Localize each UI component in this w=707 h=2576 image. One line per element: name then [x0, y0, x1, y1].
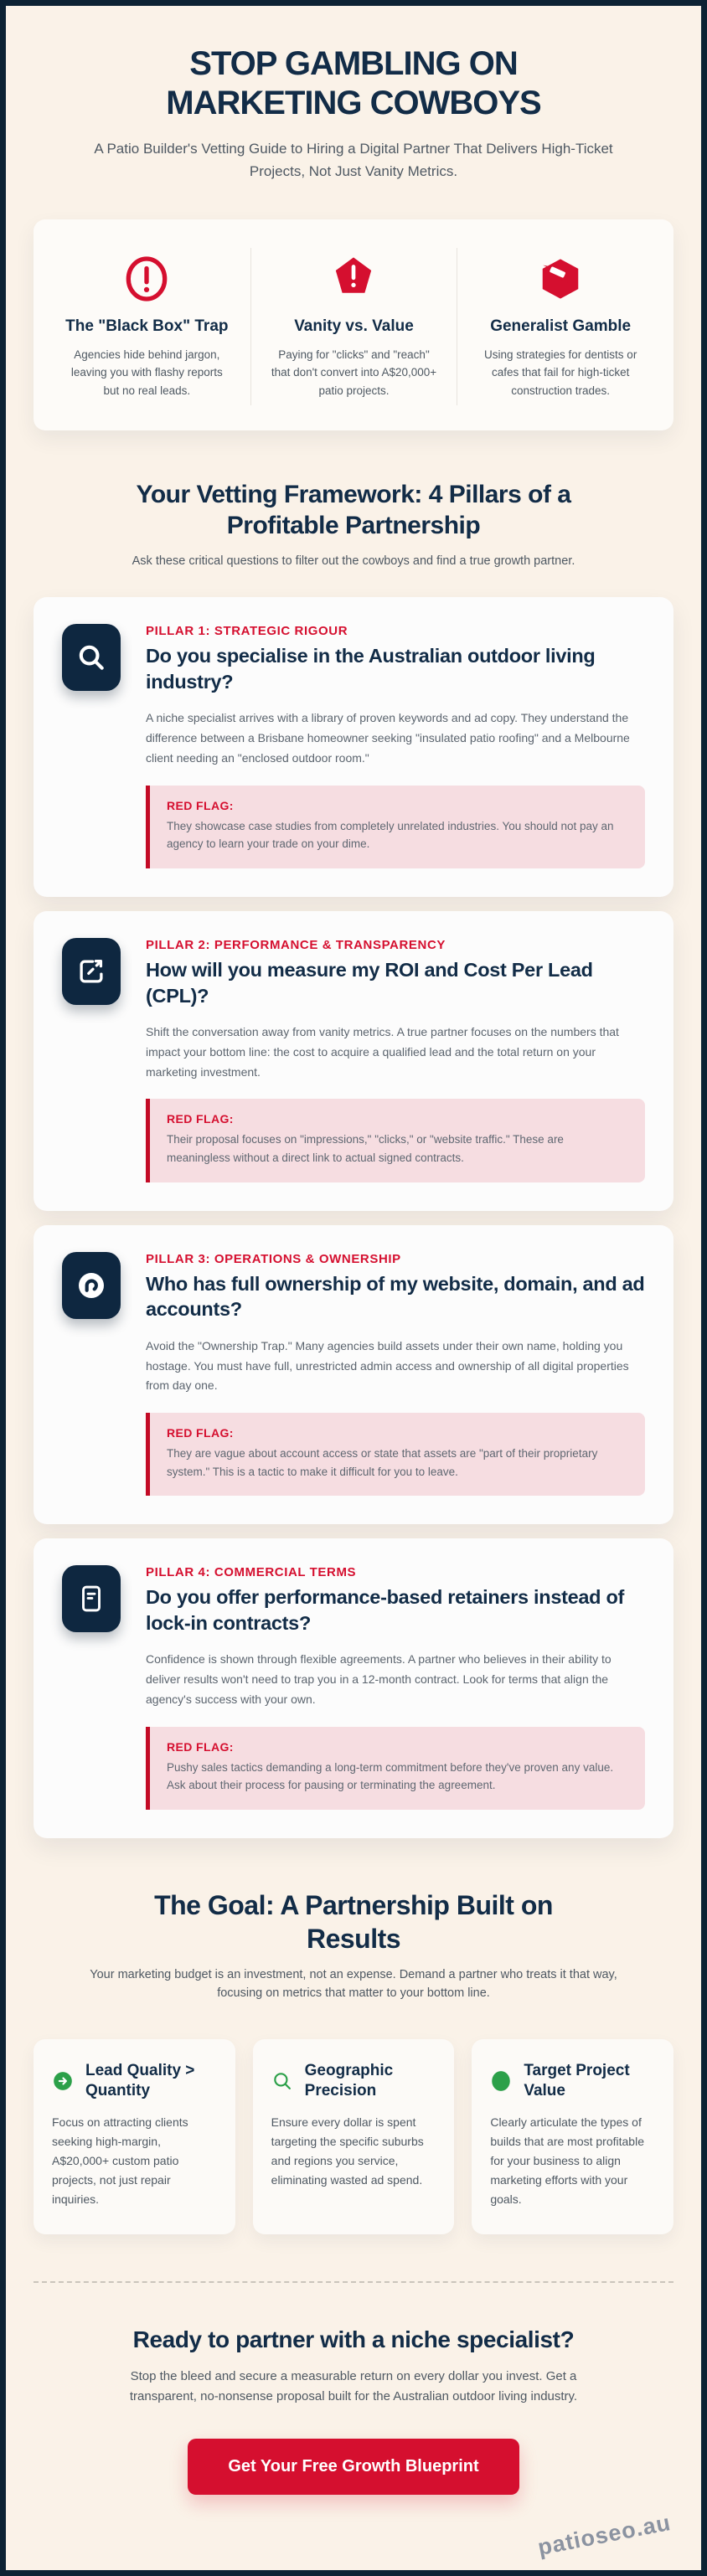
- goal-cards: [34, 2039, 673, 2234]
- goal-subheading: Your marketing budget is an investment, not an expense. Demand a partner who treats it that way, focusing on metrics that matter to your bottom line.: [90, 1967, 617, 2000]
- watermark: patioseo.au: [535, 2510, 673, 2561]
- intro-card-title: Vanity vs. Value: [294, 317, 414, 336]
- intro-card-black-box-trap: [44, 248, 250, 404]
- goal-heading: The Goal: A Partnership Built on Results: [154, 1889, 553, 1954]
- pillar-card-3: [34, 1225, 673, 1525]
- goal-card-lead-quality: [34, 2039, 235, 2234]
- goal-card-target-project-value: [472, 2039, 673, 2234]
- pillar-body: Avoid the "Ownership Trap." Many agencies build assets under their own name, holding you hostage. You must have full, unrestricted admin access and ownership of all digital properties from day one.: [146, 1338, 629, 1393]
- pillar-eyebrow: PILLAR 4: COMMERCIAL TERMS: [146, 1565, 357, 1580]
- intro-card-title: Generalist Gamble: [490, 317, 632, 336]
- intro-card-text: Paying for "clicks" and "reach" that don't convert into A$20,000+ patio projects.: [271, 348, 437, 397]
- trending-chart-icon: [62, 938, 121, 1005]
- intro-cards: [34, 219, 673, 430]
- intro-card-text: Agencies hide behind jargon, leaving you with flashy reports but no real leads.: [70, 348, 223, 397]
- arrow-circle-icon: [52, 2070, 75, 2092]
- framework-heading-section: [34, 479, 673, 571]
- intro-card-generalist-gamble: [457, 248, 663, 404]
- footer-cta-section: [34, 2281, 673, 2570]
- pillar-body: Shift the conversation away from vanity metrics. A true partner focuses on the numbers that impact your bottom line: the cost to acquire a qualified lead and the total return on your marketing investment.: [146, 1025, 619, 1079]
- red-flag-text: They are vague about account access or state that assets are "part of their proprietary system." This is a tactic to make it difficult for you to leave.: [167, 1447, 598, 1478]
- framework-heading: Your Vetting Framework: 4 Pillars of a Profitable Partnership: [136, 480, 571, 540]
- intro-card-vanity-vs-value: [250, 248, 457, 404]
- pillar-question: Who has full ownership of my website, domain, and ad accounts?: [146, 1272, 645, 1321]
- pillar-cards: [34, 597, 673, 1838]
- package-icon: [476, 253, 645, 305]
- page-title: STOP GAMBLING ON MARKETING COWBOYS: [166, 45, 541, 122]
- red-flag-text: They showcase case studies from completely unrelated industries. You should not pay an agency to learn your trade on your dime.: [167, 819, 614, 851]
- goal-card-title: Geographic Precision: [304, 2062, 394, 2100]
- pillar-body: A niche specialist arrives with a library of proven keywords and ad copy. They understand the difference between a Brisbane homeowner seeking "insulated patio roofing" and a Melbourne client needing an "enclosed outdoor room.": [146, 711, 630, 765]
- pillar-question: Do you offer performance-based retainers instead of lock-in contracts?: [146, 1586, 625, 1634]
- goal-card-title: Lead Quality > Quantity: [85, 2062, 195, 2100]
- pillar-card-2: [34, 911, 673, 1211]
- red-flag-label: RED FLAG:: [167, 1426, 234, 1440]
- green-dot-icon: [490, 2069, 513, 2093]
- red-flag-label: RED FLAG:: [167, 1112, 234, 1126]
- hero-section: [34, 6, 673, 183]
- red-flag-callout: [146, 1099, 645, 1182]
- red-flag-callout: [146, 1727, 645, 1810]
- pillar-eyebrow: PILLAR 1: STRATEGIC RIGOUR: [146, 624, 348, 639]
- search-icon: [271, 2070, 295, 2092]
- red-flag-text: Pushy sales tactics demanding a long-term commitment before they've proven any value. Ask about their process for pausing or terminating the agreement.: [167, 1760, 614, 1792]
- goal-card-geographic-precision: [253, 2039, 455, 2234]
- pillar-eyebrow: PILLAR 2: PERFORMANCE & TRANSPARENCY: [146, 937, 446, 952]
- intro-card-title: The "Black Box" Trap: [65, 317, 229, 336]
- pillar-card-4: [34, 1538, 673, 1838]
- pillar-question: Do you specialise in the Australian outdoor living industry?: [146, 645, 596, 693]
- alert-circle-icon: [62, 253, 232, 305]
- pillar-question: How will you measure my ROI and Cost Per Lead (CPL)?: [146, 958, 593, 1007]
- red-flag-callout: [146, 786, 645, 868]
- red-flag-callout: [146, 1413, 645, 1496]
- get-blueprint-button[interactable]: Get Your Free Growth Blueprint: [188, 2439, 519, 2495]
- goal-card-title: Target Project Value: [524, 2062, 630, 2100]
- goal-card-text: Clearly articulate the types of builds that are most profitable for your business to align marketing efforts with your goals.: [490, 2115, 644, 2207]
- pillar-card-1: [34, 597, 673, 897]
- framework-subheading: Ask these critical questions to filter out the cowboys and find a true growth partner.: [132, 554, 575, 568]
- red-flag-label: RED FLAG:: [167, 1739, 234, 1754]
- pillar-body: Confidence is shown through flexible agreements. A partner who believes in their ability to deliver results won't need to trap you in a 12-month contract. Look for terms that align the agency's success with your own.: [146, 1652, 612, 1706]
- red-flag-label: RED FLAG:: [167, 798, 234, 812]
- page-subtitle: A Patio Builder's Vetting Guide to Hiring a Digital Partner That Delivers High-Ticket Projects, Not Just Vanity Metrics.: [94, 141, 613, 179]
- magnifier-icon: [62, 624, 121, 691]
- footer-heading: Ready to partner with a niche specialist?: [132, 2326, 575, 2353]
- key-icon: [62, 1252, 121, 1319]
- intro-card-text: Using strategies for dentists or cafes that fail for high-ticket construction trades.: [483, 348, 637, 397]
- goal-card-text: Ensure every dollar is spent targeting the specific suburbs and regions you service, eliminating wasted ad spend.: [271, 2115, 424, 2187]
- shield-alert-icon: [270, 253, 439, 305]
- goal-heading-section: [34, 1888, 673, 2003]
- pillar-eyebrow: PILLAR 3: OPERATIONS & OWNERSHIP: [146, 1251, 401, 1266]
- goal-card-text: Focus on attracting clients seeking high-margin, A$20,000+ custom patio projects, not just repair inquiries.: [52, 2115, 188, 2207]
- red-flag-text: Their proposal focuses on "impressions," "clicks," or "website traffic." These are meaningless without a direct link to actual signed contracts.: [167, 1133, 564, 1165]
- document-icon: [62, 1565, 121, 1632]
- footer-text: Stop the bleed and secure a measurable return on every dollar you invest. Get a transparent, no-nonsense proposal built for the Australian outdoor living industry.: [129, 2369, 578, 2404]
